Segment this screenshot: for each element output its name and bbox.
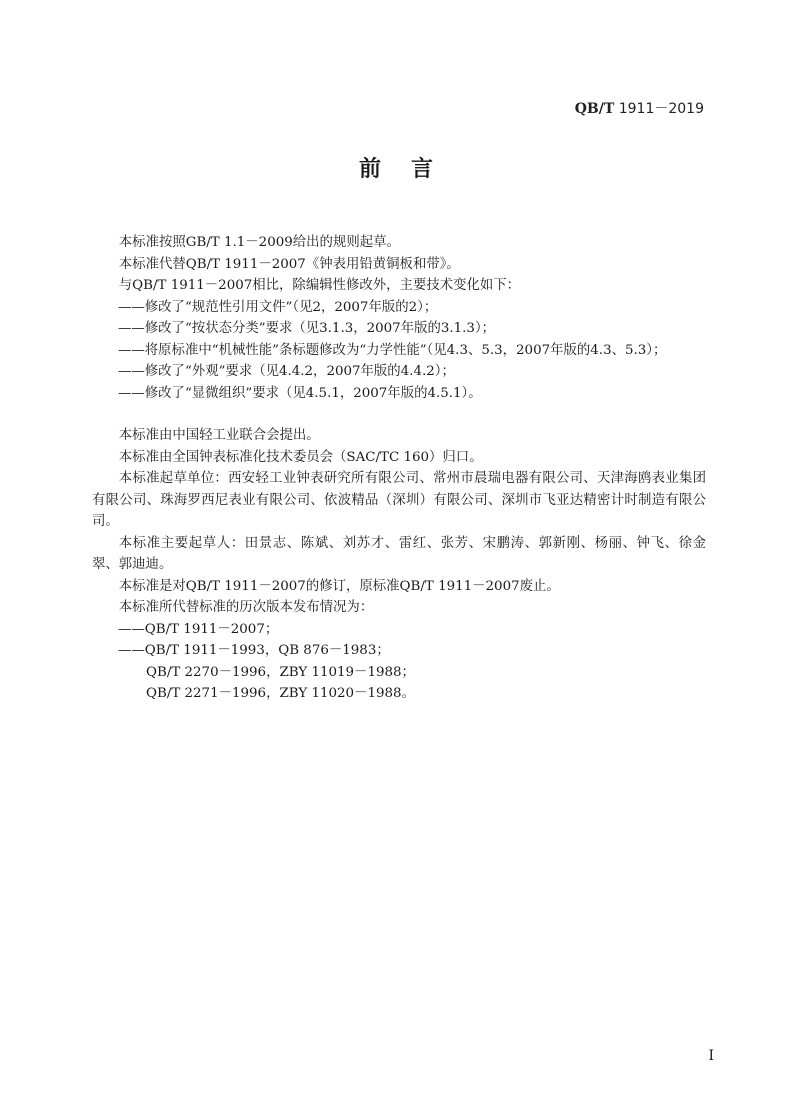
document-body — [92, 232, 706, 705]
change-item: ——修改了“按状态分类”要求（见3.1.3，2007年版的3.1.3）； — [118, 321, 496, 336]
standard-code-prefix: QB/T — [574, 101, 615, 117]
paragraph: 本标准按照GB/T 1.1－2009给出的规则起草。 — [118, 235, 400, 250]
page-title: 前言 — [358, 157, 463, 182]
change-item: ——将原标准中“机械性能”条标题修改为“力学性能”（见4.3、5.3，2007年版的4.3、5.3）； — [118, 342, 667, 358]
paragraph: 与QB/T 1911－2007相比，除编辑性修改外，主要技术变化如下： — [118, 278, 521, 293]
paragraph: 本标准由中国轻工业联合会提出。 — [118, 428, 320, 443]
drafting-units-paragraph: 本标准起草单位：西安轻工业钟表研究所有限公司、常州市晨瑞电器有限公司、天津海鸥表业集团有限公司、珠海罗西尼表业有限公司、依波精品（深圳）有限公司、深圳市飞亚达精密计时制造有限公司。 — [92, 471, 706, 529]
change-item: ——修改了“外观”要求（见4.4.2，2007年版的4.4.2）； — [118, 364, 455, 379]
drafters-paragraph: 本标准主要起草人：田景志、陈斌、刘苏才、雷红、张芳、宋鹏涛、郭新刚、杨丽、钟飞、徐金翠、郭迪迪。 — [92, 535, 706, 572]
standard-code — [575, 98, 704, 118]
paragraph: 本标准是对QB/T 1911－2007的修订，原标准QB/T 1911－2007废止。 — [118, 578, 560, 594]
history-item: ——QB/T 1911－1993，QB 876－1983； — [118, 643, 390, 658]
paragraph: 本标准所代替标准的历次版本发布情况为： — [118, 600, 374, 615]
spacer — [92, 404, 706, 425]
page-number: I — [708, 1048, 714, 1064]
standard-code-number: 1911－2019 — [618, 101, 704, 117]
paragraph: 本标准代替QB/T 1911－2007《钟表用铅黄铜板和带》。 — [118, 256, 460, 272]
history-sub-item: QB/T 2270－1996，ZBY 11019－1988； — [146, 664, 415, 680]
history-sub-item: QB/T 2271－1996，ZBY 11020－1988。 — [146, 686, 415, 701]
history-item: ——QB/T 1911－2007； — [118, 621, 279, 637]
change-item: ——修改了“规范性引用文件”（见2，2007年版的2）； — [118, 299, 438, 315]
change-item: ——修改了“显微组织”要求（见4.5.1，2007年版的4.5.1）。 — [118, 385, 482, 401]
paragraph: 本标准由全国钟表标准化技术委员会（SAC/TC 160）归口。 — [118, 449, 483, 465]
